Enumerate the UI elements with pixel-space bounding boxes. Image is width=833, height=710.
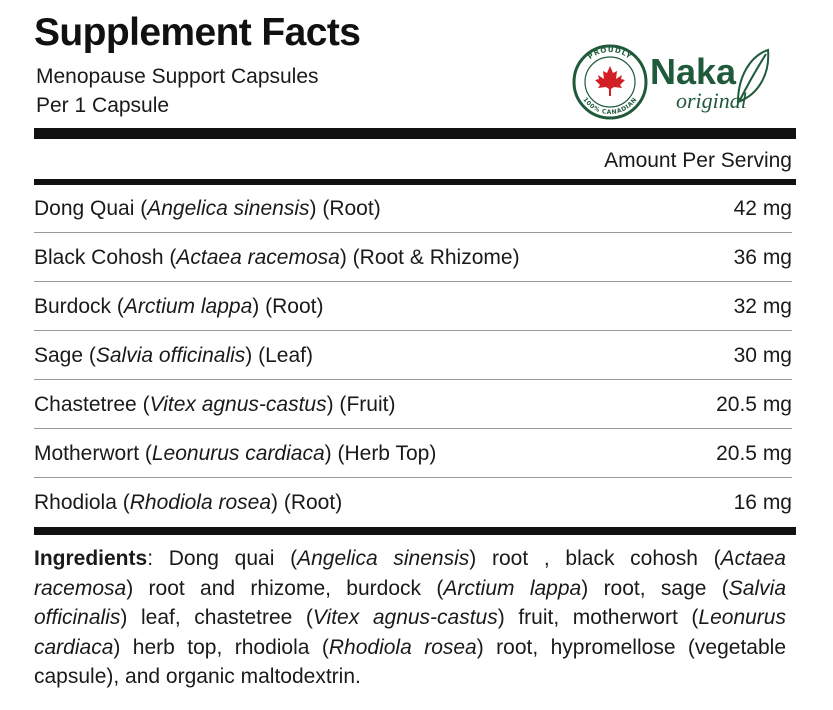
ingredient-amount: 20.5 mg	[716, 393, 792, 416]
table-row	[34, 331, 792, 380]
brand-name: Naka	[650, 51, 737, 92]
seal-top-text: PROUDLY	[586, 45, 634, 62]
ingredient-text: ) root , black cohosh (	[469, 547, 721, 570]
product-info	[36, 62, 319, 120]
ingredient-text: ) fruit, motherwort (	[497, 606, 699, 629]
facts-table	[34, 184, 792, 526]
latin-name: Actaea racemosa	[34, 547, 786, 600]
ingredient-name: Dong Quai (Angelica sinensis) (Root)	[34, 197, 381, 220]
ingredients-body	[34, 547, 786, 688]
product-name: Menopause Support Capsules	[36, 65, 319, 88]
table-row	[34, 478, 792, 526]
ingredient-text: ) root, hypromellose (vegetable capsule), and organic maltodextrin.	[34, 635, 786, 688]
ingredient-amount: 30 mg	[733, 344, 792, 367]
latin-name: Arctium lappa	[443, 576, 582, 600]
brand-tagline: original	[676, 88, 747, 113]
table-row	[34, 184, 792, 233]
table-row	[34, 282, 792, 331]
ingredient-text: ) root and rhizome, burdock (	[126, 576, 444, 600]
latin-name: Rhodiola rosea	[328, 635, 477, 659]
table-row	[34, 233, 792, 282]
ingredient-name: Sage (Salvia officinalis) (Leaf)	[34, 344, 313, 367]
ingredient-amount: 36 mg	[733, 246, 792, 269]
ingredient-text: : Dong quai (	[147, 547, 298, 570]
latin-name: Salvia officinalis	[34, 576, 786, 629]
ingredient-name: Burdock (Arctium lappa) (Root)	[34, 295, 324, 318]
ingredient-amount: 42 mg	[733, 197, 792, 220]
column-header: Amount Per Serving	[604, 149, 792, 172]
ingredient-text: ) herb top, rhodiola (	[113, 635, 329, 659]
naka-logo	[570, 42, 775, 122]
ingredient-name: Rhodiola (Rhodiola rosea) (Root)	[34, 491, 343, 514]
table-row	[34, 380, 792, 429]
table-row	[34, 429, 792, 478]
seal-bottom-text: 100% CANADIAN	[581, 96, 639, 117]
latin-name: Vitex agnus-castus	[312, 606, 498, 629]
ingredients-label: Ingredients	[34, 547, 148, 570]
ingredient-name: Chastetree (Vitex agnus-castus) (Fruit)	[34, 393, 396, 416]
bottom-rule	[34, 527, 796, 535]
canadian-seal	[574, 46, 646, 118]
top-rule	[34, 128, 796, 139]
facts-title: Supplement Facts	[34, 11, 361, 54]
leaf-icon	[738, 50, 768, 102]
ingredients-text	[34, 544, 786, 692]
ingredient-text: ) root, sage (	[581, 576, 729, 600]
ingredient-amount: 16 mg	[733, 491, 792, 514]
ingredient-amount: 20.5 mg	[716, 442, 792, 465]
ingredient-text: ) leaf, chastetree (	[120, 606, 313, 629]
ingredient-name: Black Cohosh (Actaea racemosa) (Root & Rhizome)	[34, 246, 520, 269]
latin-name: Angelica sinensis	[297, 547, 470, 570]
serving-size: Per 1 Capsule	[36, 94, 170, 117]
latin-name: Leonurus cardiaca	[34, 606, 786, 659]
ingredient-name: Motherwort (Leonurus cardiaca) (Herb Top)	[34, 442, 437, 465]
ingredient-amount: 32 mg	[733, 295, 792, 318]
